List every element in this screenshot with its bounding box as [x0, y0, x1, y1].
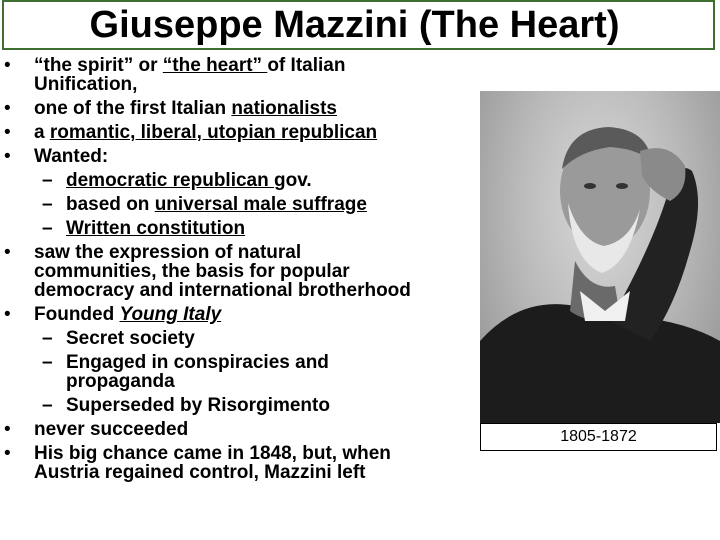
sub-dash: –	[42, 395, 53, 416]
bullet-dot: •	[4, 304, 11, 325]
title-box	[2, 0, 715, 50]
bullet-6-sub-2-line-1: Engaged in conspiracies and	[66, 352, 329, 373]
bullet-4-sub-1-underlined: democratic republican	[66, 170, 275, 191]
bullet-4-sub-2	[0, 195, 480, 214]
bullet-dot: •	[4, 419, 11, 440]
bullet-dot: •	[4, 98, 11, 119]
sub-dash: –	[42, 170, 53, 191]
bullet-6-italic: Young Italy	[119, 304, 222, 325]
bullet-dot: •	[4, 55, 11, 76]
bullet-4-sub-1-text: gov.	[274, 170, 312, 191]
bullet-dot: •	[4, 242, 11, 263]
bullet-list	[0, 56, 480, 487]
lifespan-dates: 1805-1872	[560, 428, 637, 445]
bullet-6	[0, 305, 480, 324]
bullet-4-sub-2-text: based on	[66, 194, 155, 215]
bullet-3	[0, 123, 480, 142]
bullet-6-sub-1-text: Secret society	[66, 328, 195, 349]
bullet-8-line-2: Austria regained control, Mazzini left	[34, 462, 366, 483]
sub-dash: –	[42, 218, 53, 239]
bullet-1-underlined: “the heart”	[162, 55, 268, 76]
bullet-4-sub-3	[0, 219, 480, 238]
bullet-5	[0, 243, 480, 300]
bullet-7	[0, 420, 480, 439]
bullet-3-text: a	[34, 122, 50, 143]
bullet-3-underlined: romantic, liberal, utopian republican	[49, 122, 378, 143]
slide-title: Giuseppe Mazzini (The Heart)	[89, 3, 620, 46]
portrait-photo	[480, 91, 720, 423]
bullet-7-text: never succeeded	[34, 419, 189, 440]
bullet-dot: •	[4, 122, 11, 143]
bullet-6-sub-1	[0, 329, 480, 348]
sub-dash: –	[42, 352, 53, 373]
bullet-dot: •	[4, 443, 11, 464]
bullet-4-sub-1	[0, 171, 480, 190]
bullet-2-underlined: nationalists	[231, 98, 337, 119]
portrait-illustration	[480, 91, 720, 423]
bullet-1	[0, 56, 480, 94]
bullet-8-line-1: His big chance came in 1848, but, when	[34, 443, 391, 464]
bullet-4-text: Wanted:	[34, 146, 109, 167]
bullet-6-text: Founded	[34, 304, 120, 325]
bullet-6-sub-3-text: Superseded by Risorgimento	[66, 395, 330, 416]
bullet-4	[0, 147, 480, 166]
sub-dash: –	[42, 194, 53, 215]
bullet-5-line-1: saw the expression of natural	[34, 242, 302, 263]
bullet-6-sub-2	[0, 353, 480, 391]
bullet-5-line-2: communities, the basis for popular	[34, 261, 350, 282]
bullet-5-line-3: democracy and international brotherhood	[34, 280, 411, 301]
bullet-1-line-2: Unification,	[34, 74, 138, 95]
bullet-1-text-a: “the spirit” or	[34, 55, 163, 76]
bullet-2	[0, 99, 480, 118]
bullet-4-sub-2-underlined: universal male suffrage	[154, 194, 367, 215]
bullet-dot: •	[4, 146, 11, 167]
bullet-8	[0, 444, 480, 482]
sub-dash: –	[42, 328, 53, 349]
bullet-1-text-b: of Italian	[267, 55, 346, 76]
bullet-6-sub-3	[0, 396, 480, 415]
bullet-4-sub-3-underlined: Written constitution	[66, 218, 246, 239]
photo-caption	[480, 423, 717, 451]
bullet-6-sub-2-line-2: propaganda	[66, 371, 175, 392]
bullet-2-text: one of the first Italian	[34, 98, 232, 119]
